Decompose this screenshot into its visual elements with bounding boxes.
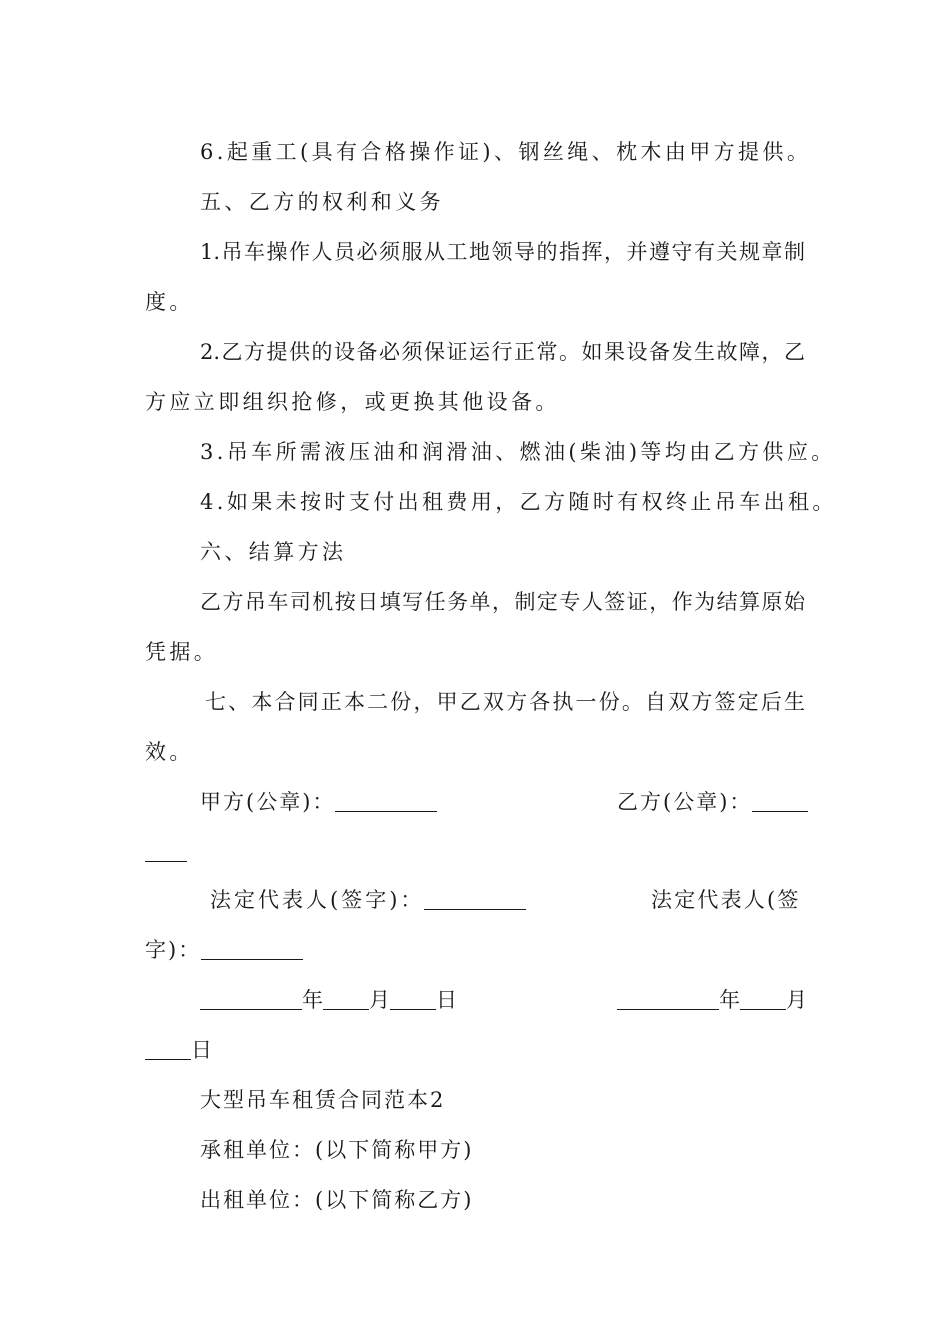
party-b-date <box>617 986 807 1014</box>
party-b-clause-2-line-1: 2.乙方提供的设备必须保证运行正常。如果设备发生故障，乙 <box>200 340 805 364</box>
party-a-seal-label <box>200 788 437 816</box>
party-b-month-blank <box>740 987 786 1010</box>
party-a-day-blank <box>390 987 436 1010</box>
year-label: 年 <box>719 988 740 1012</box>
year-label: 年 <box>302 988 323 1012</box>
party-b-clause-3: 3.吊车所需液压油和润滑油、燃油(柴油)等均由乙方供应。 <box>200 440 836 464</box>
party-b-clause-2-line-2: 方应立即组织抢修，或更换其他设备。 <box>145 390 560 414</box>
party-a-seal-blank <box>335 789 437 812</box>
section-7-line-1: 七、本合同正本二份，甲乙双方各执一份。自双方签定后生 <box>205 690 805 714</box>
party-a-date <box>200 986 457 1014</box>
section-5-heading: 五、乙方的权利和义务 <box>200 190 444 214</box>
party-b-seal-blank-continued <box>145 838 187 866</box>
party-a-representative <box>210 886 526 914</box>
settlement-line-1: 乙方吊车司机按日填写任务单，制定专人签证，作为结算原始 <box>200 590 805 614</box>
party-a-representative-text: 法定代表人(签字)： <box>210 888 425 912</box>
party-b-clause-4: 4.如果未按时支付出租费用，乙方随时有权终止吊车出租。 <box>200 490 837 514</box>
month-label: 月 <box>786 988 807 1012</box>
party-b-seal-text: 乙方(公章)： <box>617 790 753 814</box>
section-6-heading: 六、结算方法 <box>200 540 347 564</box>
party-a-representative-blank <box>424 887 526 910</box>
party-a-year-blank <box>200 987 302 1010</box>
party-b-seal-blank <box>752 789 808 812</box>
party-b-representative-blank <box>201 937 303 960</box>
section-7-line-2: 效。 <box>145 740 194 764</box>
party-b-year-blank <box>617 987 719 1010</box>
contract-2-title: 大型吊车租赁合同范本2 <box>200 1088 446 1112</box>
party-b-representative: 法定代表人(签 <box>651 888 801 912</box>
day-label: 日 <box>191 1038 212 1062</box>
lessor-line: 出租单位：(以下简称乙方) <box>200 1188 474 1212</box>
party-b-representative-continued <box>145 936 303 964</box>
day-label: 日 <box>436 988 457 1012</box>
party-a-month-blank <box>323 987 369 1010</box>
party-b-seal-label <box>617 788 808 816</box>
settlement-line-2: 凭据。 <box>145 640 219 664</box>
party-a-seal-text: 甲方(公章)： <box>200 790 336 814</box>
party-b-day-blank <box>145 1037 191 1060</box>
month-label: 月 <box>369 988 390 1012</box>
clause-6: 6.起重工(具有合格操作证)、钢丝绳、枕木由甲方提供。 <box>200 140 812 164</box>
party-b-clause-1-line-1: 1.吊车操作人员必须服从工地领导的指挥，并遵守有关规章制 <box>200 240 805 264</box>
party-b-representative-text: 字)： <box>145 938 202 962</box>
party-b-date-continued <box>145 1036 212 1064</box>
lessee-line: 承租单位：(以下简称甲方) <box>200 1138 474 1162</box>
party-b-clause-1-line-2: 度。 <box>145 290 194 314</box>
